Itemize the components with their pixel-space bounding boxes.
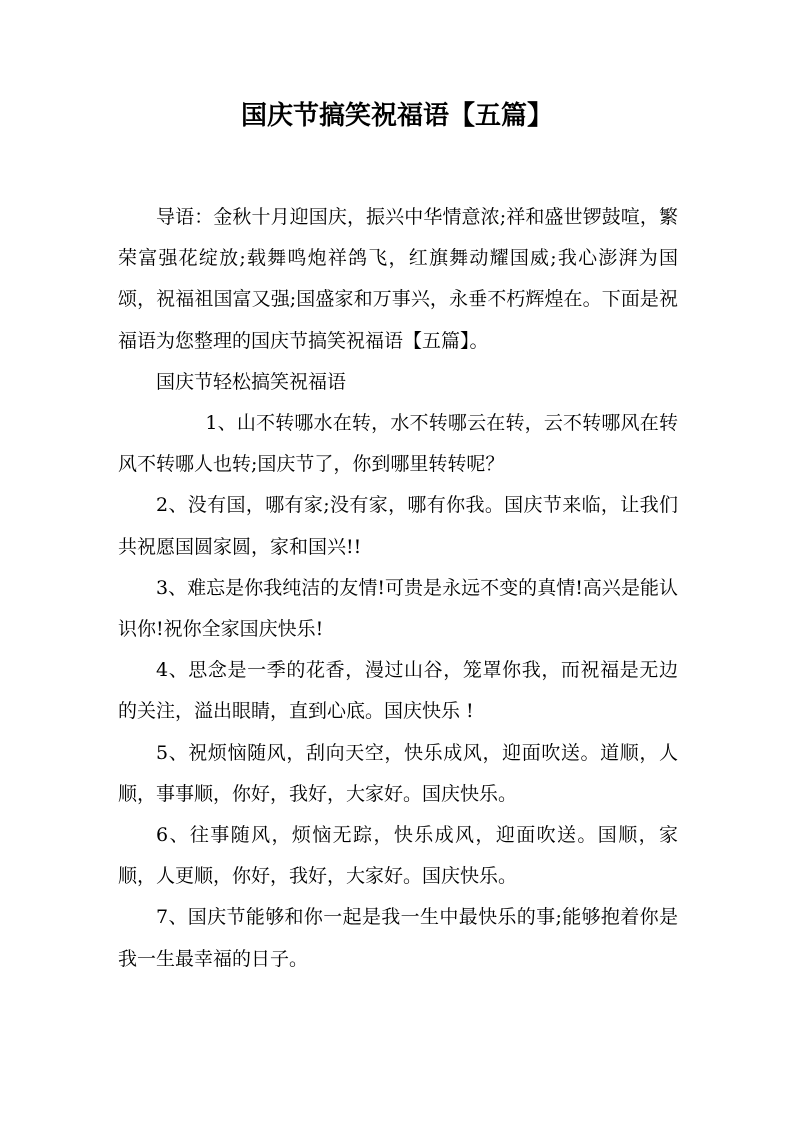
- wish-item-5: 5、祝烦恼随风，刮向天空，快乐成风，迎面吹送。道顺，人顺，事事顺，你好，我好，大家好。国庆快乐。: [118, 741, 678, 805]
- wish-item-2: 2、没有国，哪有家;没有家，哪有你我。国庆节来临，让我们共祝愿国圆家圆，家和国兴!!: [118, 494, 678, 558]
- wish-item-6: 6、往事随风，烦恼无踪，快乐成风，迎面吹送。国顺，家顺，人更顺，你好，我好，大家好。国庆快乐。: [118, 824, 678, 888]
- wish-item-4: 4、思念是一季的花香，漫过山谷，笼罩你我，而祝福是无边的关注，溢出眼睛，直到心底。国庆快乐 !: [118, 659, 678, 723]
- section-heading: 国庆节轻松搞笑祝福语: [156, 370, 347, 393]
- document-title: 国庆节搞笑祝福语【五篇】: [240, 101, 553, 131]
- wish-item-3: 3、难忘是你我纯洁的友情!可贵是永远不变的真情!高兴是能认识你!祝你全家国庆快乐!: [118, 576, 678, 641]
- document-body: [118, 197, 678, 980]
- intro-paragraph: 导语：金秋十月迎国庆，振兴中华情意浓;祥和盛世锣鼓喧，繁荣富强花绽放;载舞鸣炮祥鸽飞，红旗舞动耀国威;我心澎湃为国颂，祝福祖国富又强;国盛家和万事兴，永垂不朽辉煌在。下面是祝福语为您整理的国庆节搞笑祝福语【五篇】。: [118, 206, 678, 352]
- wish-item-7: 7、国庆节能够和你一起是我一生中最快乐的事;能够抱着你是我一生最幸福的日子。: [118, 906, 678, 970]
- wish-item-1: 1、山不转哪水在转，水不转哪云在转，云不转哪风在转风不转哪人也转;国庆节了，你到哪里转转呢？: [118, 412, 678, 476]
